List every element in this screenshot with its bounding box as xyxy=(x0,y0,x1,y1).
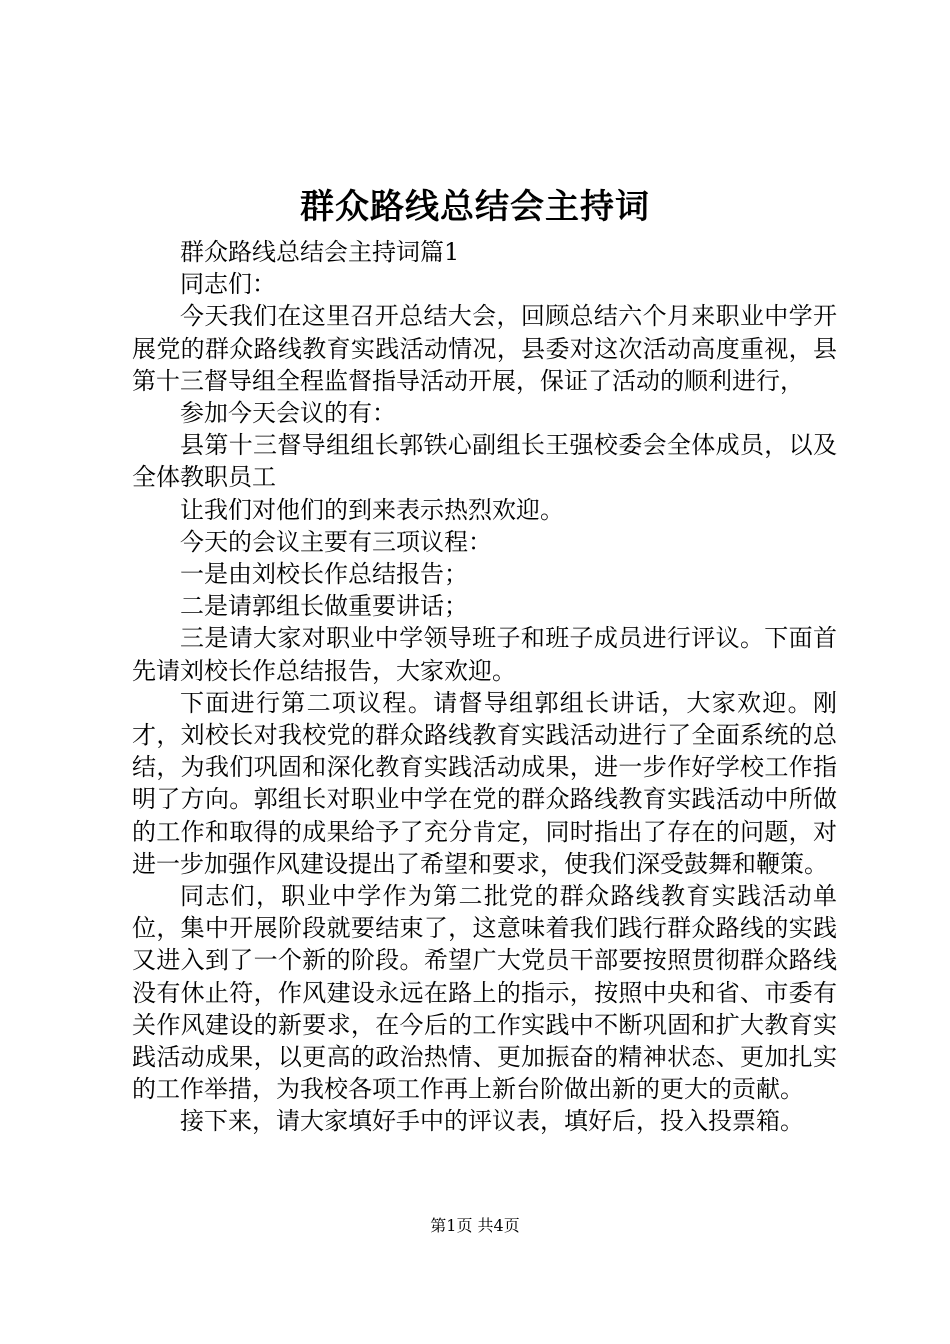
document-body xyxy=(132,236,837,1138)
agenda-item: 二是请郭组长做重要讲话； xyxy=(180,592,468,621)
agenda-item: 三是请大家对职业中学领导班子和班子成员进行评议。下面首先请刘校长作总结报告，大家欢迎。 xyxy=(132,624,837,685)
paragraph: 同志们，职业中学作为第二批党的群众路线教育实践活动单位，集中开展阶段就要结束了，这意味着我们践行群众路线的实践又进入到了一个新的阶段。希望广大党员干部要按照贯彻群众路线没有休止符，作风建设永远在路上的指示，按照中央和省、市委有关作风建设的新要求，在今后的工作实践中不断巩固和扩大教育实践活动成果，以更高的政治热情、更加振奋的精神状态、更加扎实的工作举措，为我校各项工作再上新台阶做出新的更大的贡献。 xyxy=(132,882,837,1104)
paragraph-subtitle: 群众路线总结会主持词篇1 xyxy=(180,238,460,266)
paragraph: 今天我们在这里召开总结大会，回顾总结六个月来职业中学开展党的群众路线教育实践活动情况，县委对这次活动高度重视，县第十三督导组全程监督指导活动开展，保证了活动的顺利进行， xyxy=(132,302,837,395)
agenda-item: 一是由刘校长作总结报告； xyxy=(180,560,468,589)
paragraph: 参加今天会议的有： xyxy=(180,399,396,428)
page-footer: 第1页 共4页 xyxy=(430,1216,520,1235)
paragraph-greeting: 同志们： xyxy=(180,270,276,299)
paragraph: 县第十三督导组组长郭铁心副组长王强校委会全体成员，以及全体教职员工 xyxy=(132,431,837,492)
paragraph: 让我们对他们的到来表示热烈欢迎。 xyxy=(180,495,564,524)
paragraph: 下面进行第二项议程。请督导组郭组长讲话，大家欢迎。刚才，刘校长对我校党的群众路线教育实践活动进行了全面系统的总结，为我们巩固和深化教育实践活动成果，进一步作好学校工作指明了方向。郭组长对职业中学在党的群众路线教育实践活动中所做的工作和取得的成果给予了充分肯定，同时指出了存在的问题，对进一步加强作风建设提出了希望和要求，使我们深受鼓舞和鞭策。 xyxy=(132,688,837,878)
document-title: 群众路线总结会主持词 xyxy=(300,187,650,227)
paragraph: 接下来，请大家填好手中的评议表，填好后，投入投票箱。 xyxy=(180,1107,804,1136)
paragraph: 今天的会议主要有三项议程： xyxy=(180,527,492,556)
